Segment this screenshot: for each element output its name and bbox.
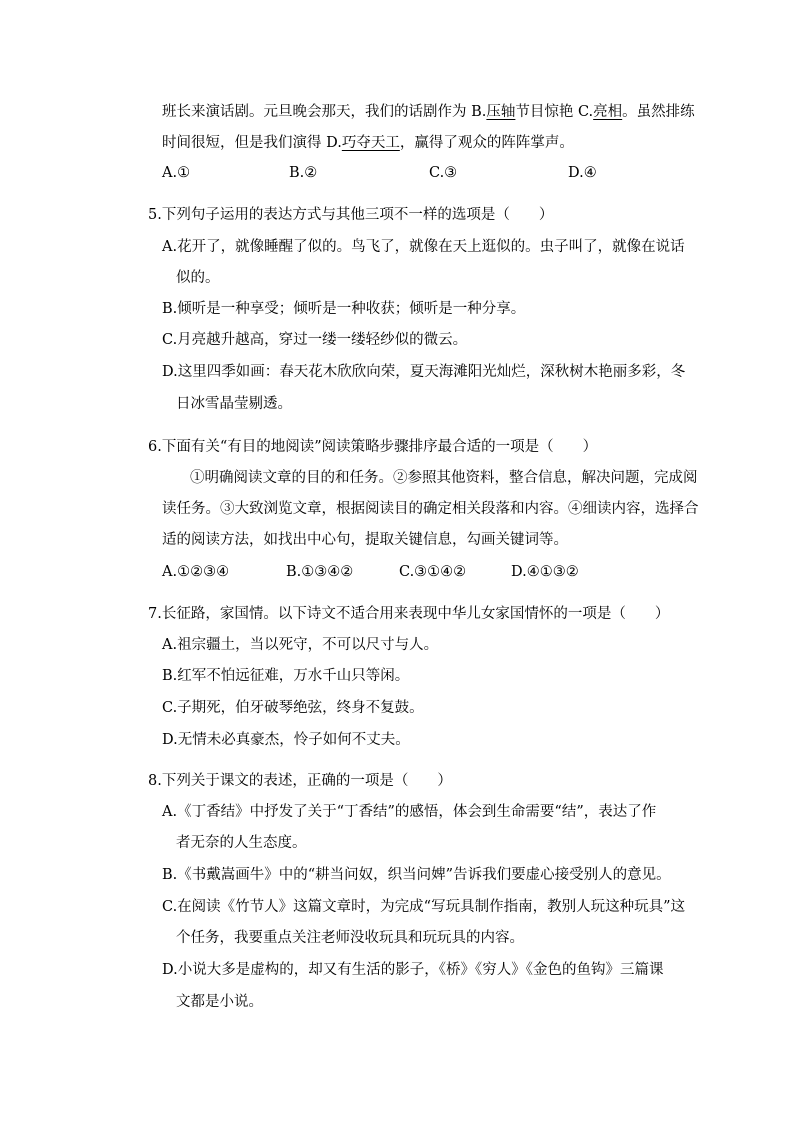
q6-option-c: C.③①④② [399,564,467,580]
q7-option-d: D.无情未必真豪杰，怜子如何不丈夫。 [162,732,410,748]
q6-option-a: A.①②③④ [162,564,230,580]
q5-stem: 5.下列句子运用的表达方式与其他三项不一样的选项是（ ） [148,207,554,223]
q7-stem: 7.长征路，家国情。以下诗文不适合用来表现中华儿女家国情怀的一项是（ ） [148,606,670,622]
q6-passage-line-3: 适的阅读方法，如找出中心句，提取关键信息，勾画关键词等。 [162,532,568,548]
q4-text-segment: 班长来演话剧。元旦晚会那天，我们的话剧作为 B. [162,104,487,120]
q6-option-d: D.④①③② [511,564,579,580]
q4-text-segment: ，赢得了观众的阵阵掌声。 [399,135,574,151]
q4-text-segment: 。虽然排练 [622,104,695,120]
q6-stem: 6.下面有关“有目的地阅读”阅读策略步骤排序最合适的一项是（ ） [148,439,598,455]
q4-underlined-word-d: 巧夺天工 [341,135,400,151]
q6-passage-line-2: 读任务。③大致浏览文章，根据阅读目的确定相关段落和内容。④细读内容，选择合 [162,501,699,517]
q5-option-c: C.月亮越升越高，穿过一缕一缕轻纱似的微云。 [162,332,468,348]
q8-option-b: B.《书戴嵩画牛》中的“耕当问奴，织当问婢”告诉我们要虚心接受别人的意见。 [162,867,671,883]
q5-option-d-line-1: D.这里四季如画：春天花木欣欣向荣，夏天海滩阳光灿烂，深秋树木艳丽多彩，冬 [162,364,686,380]
q4-text-line-1 [162,102,695,122]
q4-option-a: A.① [162,165,191,181]
q6-option-b: B.①③④② [286,564,354,580]
q4-text-segment: 节目惊艳 C. [515,104,594,120]
q6-passage-line-1: ①明确阅读文章的目的和任务。②参照其他资料，整合信息，解决问题，完成阅 [190,470,698,486]
q5-option-b: B.倾听是一种享受；倾听是一种收获；倾听是一种分享。 [162,301,526,317]
q7-option-a: A.祖宗疆土，当以死守，不可以尺寸与人。 [162,637,439,653]
q4-option-c: C.③ [429,165,458,181]
q4-underlined-word-b: 压轴 [486,104,516,120]
q4-option-d: D.④ [568,165,597,181]
q8-stem: 8.下列关于课文的表述，正确的一项是（ ） [148,773,452,789]
q5-option-a-line-2: 似的。 [176,270,220,286]
q5-option-a-line-1: A.花开了，就像睡醒了似的。鸟飞了，就像在天上逛似的。虫子叫了，就像在说话 [162,239,685,255]
q4-underlined-word-c: 亮相 [593,104,623,120]
q8-option-d-line-1: D.小说大多是虚构的，却又有生活的影子，《桥》《穷人》《金色的鱼钩》三篇课 [162,962,664,978]
q5-option-d-line-2: 日冰雪晶莹剔透。 [176,396,292,412]
q8-option-a-line-1: A.《丁香结》中抒发了关于“丁香结”的感悟，体会到生命需要“结”，表达了作 [162,804,657,820]
q4-text-segment: 时间很短，但是我们演得 D. [162,135,342,151]
q4-option-b: B.② [289,165,318,181]
q8-option-c-line-1: C.在阅读《竹节人》这篇文章时，为完成“写玩具制作指南，教别人玩这种玩具”这 [162,899,686,915]
q8-option-d-line-2: 文都是小说。 [176,994,263,1010]
q8-option-c-line-2: 个任务，我要重点关注老师没收玩具和玩玩具的内容。 [176,930,524,946]
q7-option-c: C.子期死，伯牙破琴绝弦，终身不复鼓。 [162,700,424,716]
q4-text-line-2 [162,133,574,153]
q7-option-b: B.红军不怕远征难，万水千山只等闲。 [162,668,410,684]
q8-option-a-line-2: 者无奈的人生态度。 [176,835,307,851]
